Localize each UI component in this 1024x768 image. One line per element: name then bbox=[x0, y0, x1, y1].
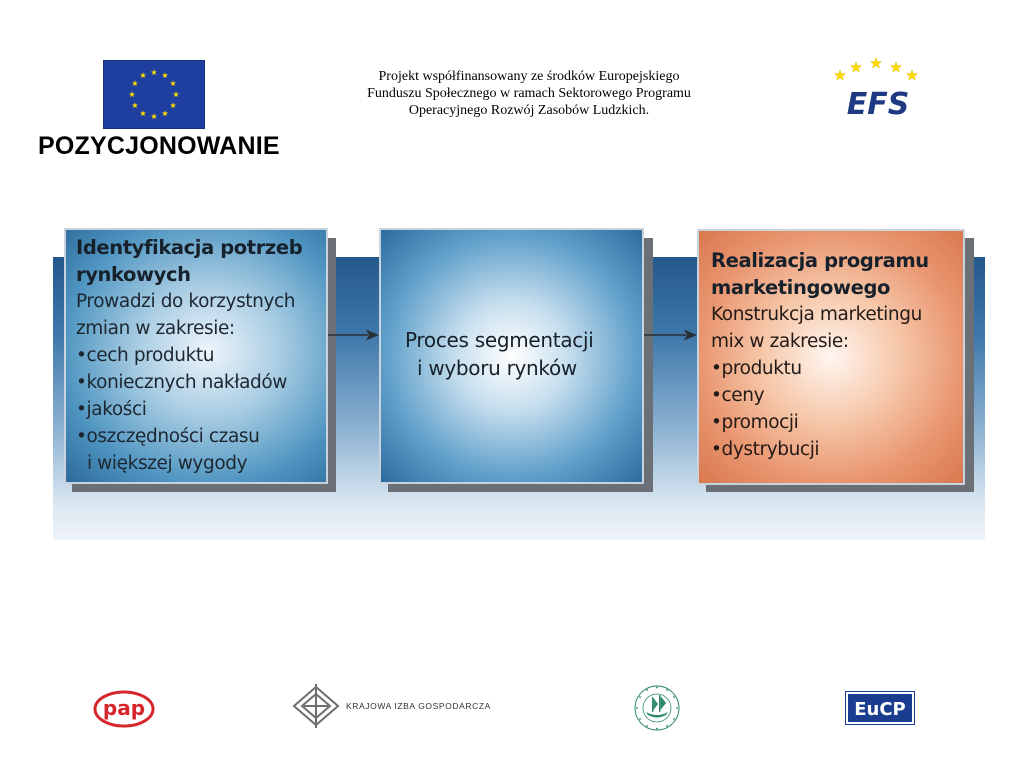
list-item: •cech produktu bbox=[76, 345, 215, 366]
efs-logo bbox=[832, 56, 924, 122]
box-text-line: zmian w zakresie: bbox=[76, 318, 235, 339]
kig-emblem-icon bbox=[290, 684, 342, 728]
eu-star-icon bbox=[132, 80, 138, 86]
eu-star-icon bbox=[151, 113, 157, 119]
box-text-line: Konstrukcja marketingu bbox=[711, 304, 922, 325]
box-text-line: Proces segmentacji bbox=[405, 328, 594, 352]
eu-star-icon bbox=[129, 91, 135, 97]
eu-star-icon bbox=[170, 102, 176, 108]
eu-star-icon bbox=[140, 110, 146, 116]
segmentation-process-box bbox=[379, 228, 644, 484]
list-item: i większej wygody bbox=[76, 453, 248, 474]
list-item: •produktu bbox=[711, 358, 802, 379]
efs-logo-text: EFS bbox=[846, 87, 910, 122]
box-text-line: i wyboru rynków bbox=[417, 356, 577, 380]
eu-stars-icon bbox=[104, 61, 204, 128]
box-heading-line: Identyfikacja potrzeb bbox=[76, 236, 303, 259]
eu-star-icon bbox=[151, 69, 157, 75]
marketing-program-box bbox=[697, 229, 965, 485]
arrow-right-icon bbox=[644, 328, 698, 342]
list-item: •dystrybucji bbox=[711, 439, 820, 460]
list-item: •ceny bbox=[711, 385, 765, 406]
pap-logo-text: pap bbox=[102, 696, 146, 720]
funding-note bbox=[330, 68, 728, 119]
kig-logo-text: KRAJOWA IZBA GOSPODARCZA bbox=[346, 701, 491, 711]
pap-logo bbox=[93, 690, 155, 728]
bullet-list bbox=[76, 342, 316, 477]
eu-star-icon bbox=[162, 72, 168, 78]
box-text-line: Prowadzi do korzystnych bbox=[76, 291, 296, 312]
funding-note-line: Funduszu Społecznego w ramach Sektorowego Programu bbox=[367, 86, 691, 101]
box-heading-line: Realizacja programu bbox=[711, 249, 929, 272]
funding-note-line: Operacyjnego Rozwój Zasobów Ludzkich. bbox=[408, 103, 650, 118]
list-item: •jakości bbox=[76, 399, 147, 420]
needs-identification-box bbox=[64, 228, 328, 484]
efs-stars-icon bbox=[832, 56, 924, 122]
sgh-seal-logo bbox=[632, 684, 682, 732]
bullet-list bbox=[711, 355, 953, 463]
eucp-logo-text: EuCP bbox=[854, 699, 906, 720]
arrow-right-icon bbox=[328, 328, 380, 342]
box-heading-line: rynkowych bbox=[76, 263, 191, 286]
eucp-logo bbox=[845, 691, 915, 725]
box-text bbox=[405, 326, 625, 382]
box-heading-line: marketingowego bbox=[711, 276, 891, 299]
list-item: •koniecznych nakładów bbox=[76, 372, 288, 393]
eu-star-icon bbox=[170, 80, 176, 86]
box-text-line: mix w zakresie: bbox=[711, 331, 849, 352]
page-title: POZYCJONOWANIE bbox=[38, 132, 280, 160]
eu-star-icon bbox=[140, 72, 146, 78]
eu-star-icon bbox=[132, 102, 138, 108]
funding-note-line: Projekt współfinansowany ze środków Europejskiego bbox=[378, 69, 680, 84]
list-item: •promocji bbox=[711, 412, 799, 433]
list-item: •oszczędności czasu bbox=[76, 426, 260, 447]
eu-flag-logo bbox=[103, 60, 205, 129]
eu-star-icon bbox=[173, 91, 179, 97]
eu-star-icon bbox=[162, 110, 168, 116]
